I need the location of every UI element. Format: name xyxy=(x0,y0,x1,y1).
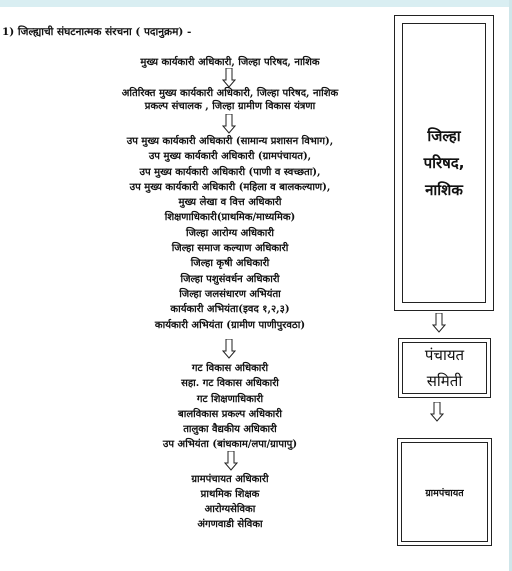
level3-line: मुख्य लेखा व वित्त अधिकारी xyxy=(178,197,282,209)
level3-line: उप मुख्य कार्यकारी अधिकारी (सामान्य प्रशासन विभाग), xyxy=(126,136,334,147)
down-arrow-icon xyxy=(222,339,236,359)
level3-line: शिक्षणाधिकारी(प्राथमिक/माध्यमिक) xyxy=(164,212,296,224)
down-arrow-icon xyxy=(222,68,236,88)
level3-line: कार्यकारी अभियंता (ग्रामीण पाणीपुरवठा) xyxy=(154,319,306,331)
level3-line: जिल्हा पशुसंवर्धन अधिकारी xyxy=(180,273,280,285)
level4-line: सहा. गट विकास अधिकारी xyxy=(181,378,279,390)
level5-line: प्राथमिक शिक्षक xyxy=(200,489,260,500)
level4-line: गट शिक्षणाधिकारी xyxy=(196,393,264,405)
panchayat-samiti-box xyxy=(398,338,491,398)
down-arrow-icon xyxy=(222,114,236,134)
zilla-parishad-inner xyxy=(402,23,486,303)
level3-line: जिल्हा समाज कल्याण अधिकारी xyxy=(171,243,289,255)
panchayat-samiti-inner xyxy=(402,342,487,394)
down-arrow-icon xyxy=(224,451,238,471)
zilla-parishad-label: परिषद, xyxy=(423,153,465,172)
down-arrow-icon xyxy=(432,313,446,333)
section-heading: 1) जिल्ह्याची संघटनात्मक संरचना ( पदानुक्रम) - xyxy=(2,26,192,38)
level3-line: उप मुख्य कार्यकारी अधिकारी (महिला व बालकल्याण), xyxy=(129,181,331,193)
panchayat-samiti-label: पंचायत xyxy=(424,346,465,364)
top-bar xyxy=(0,0,512,7)
gram-panchayat-box xyxy=(397,438,492,546)
level3-line: जिल्हा जलसंधारण अभियंता xyxy=(179,288,281,300)
level3-line: जिल्हा कृषी अधिकारी xyxy=(190,258,270,270)
zilla-parishad-label: नाशिक xyxy=(425,180,463,199)
level5-block xyxy=(40,472,420,532)
level2-line: प्रकल्प संचालक , जिल्हा ग्रामीण विकास यंत्रणा xyxy=(144,101,316,112)
zilla-parishad-box xyxy=(394,15,494,311)
level4-block xyxy=(40,361,420,453)
zilla-parishad-label: जिल्हा xyxy=(427,126,461,145)
level5-line: आरोग्यसेविका xyxy=(204,504,256,515)
level4-line: उप अभियंता (बांधकाम/लपा/ग्रापापु) xyxy=(162,439,298,451)
level3-line: उप मुख्य कार्यकारी अधिकारी (ग्रामपंचायत), xyxy=(148,151,312,163)
level4-line: तालुका वैद्यकीय अधिकारी xyxy=(183,424,277,436)
level4-line: गट विकास अधिकारी xyxy=(191,363,269,374)
panchayat-samiti-label: समिती xyxy=(426,372,463,390)
level3-line: उप मुख्य कार्यकारी अधिकारी (पाणी व स्वच्छता), xyxy=(139,166,321,178)
gram-panchayat-label: ग्रामपंचायत xyxy=(425,487,464,499)
level3-block xyxy=(40,134,420,333)
gram-panchayat-inner xyxy=(401,442,488,542)
level4-line: बालविकास प्रकल्प अधिकारी xyxy=(178,408,282,420)
level5-line: अंगणवाडी सेविका xyxy=(197,519,263,530)
level3-line: कार्यकारी अभियंता(इवद १,२,३) xyxy=(170,304,290,316)
level2-block xyxy=(40,87,420,113)
down-arrow-icon xyxy=(430,402,444,422)
level5-line: ग्रामपंचायत अधिकारी xyxy=(191,474,269,485)
level2-line: अतिरिक्त मुख्य कार्यकारी अधिकारी, जिल्हा परिषद, नाशिक xyxy=(121,88,339,99)
level3-line: जिल्हा आरोग्य अधिकारी xyxy=(185,227,275,239)
level1-line: मुख्य कार्यकारी अधिकारी, जिल्हा परिषद, नाशिक xyxy=(140,57,320,68)
